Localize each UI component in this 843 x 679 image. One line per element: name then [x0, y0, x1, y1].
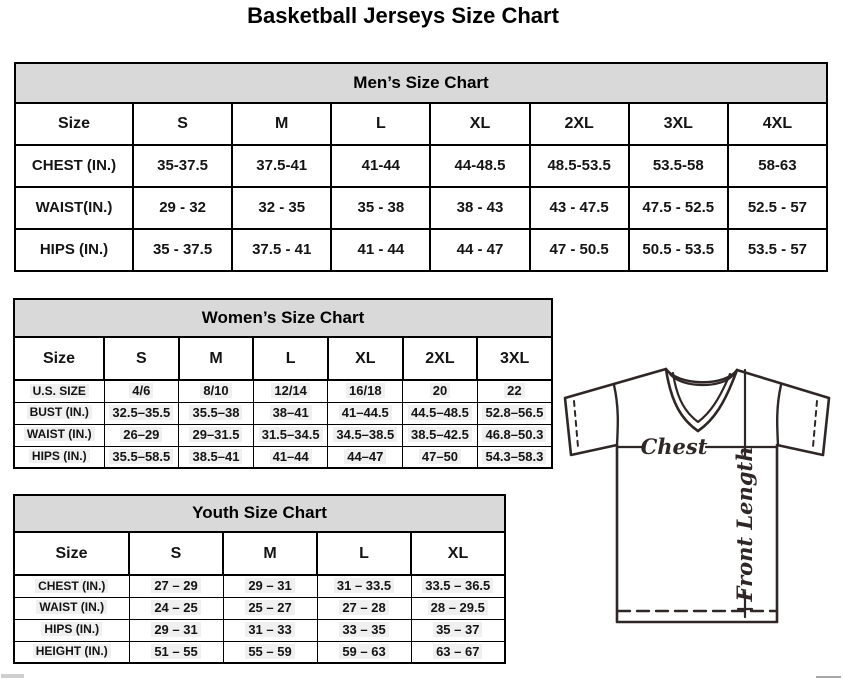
column-header-cell-text: S	[177, 115, 188, 133]
size-value-cell	[133, 229, 232, 271]
column-header-cell	[253, 337, 328, 380]
size-value-cell	[477, 446, 552, 468]
size-value-cell	[232, 145, 331, 187]
size-value-cell-text: 47–50	[419, 449, 461, 464]
left-sleeve-seam	[614, 385, 618, 445]
size-value-cell-text: 31 – 33.5	[334, 578, 394, 593]
table-title	[14, 299, 552, 337]
size-header-cell	[14, 337, 104, 380]
size-value-cell	[430, 229, 529, 271]
size-value-cell-text: 29 - 32	[159, 198, 206, 216]
size-value-cell	[179, 446, 254, 468]
column-header-cell	[629, 103, 728, 145]
row-label-cell	[15, 145, 133, 187]
size-value-cell	[129, 597, 223, 619]
column-header-cell-text: XL	[469, 115, 491, 133]
size-value-cell	[403, 446, 478, 468]
size-value-cell	[223, 597, 317, 619]
column-header-cell-text: 4XL	[762, 115, 793, 133]
size-value-cell	[403, 380, 478, 402]
column-header-cell	[530, 103, 629, 145]
size-value-cell	[430, 145, 529, 187]
size-value-cell-text: 32.5–35.5	[109, 405, 173, 420]
column-header-cell	[317, 532, 411, 575]
size-value-cell-text: 41 - 44	[357, 240, 405, 258]
size-value-cell-text: 29 – 31	[151, 622, 200, 637]
size-value-cell	[129, 619, 223, 641]
size-header-cell-text: Size	[42, 349, 75, 367]
column-header-cell	[223, 532, 317, 575]
row-label-cell-text: HIPS (IN.)	[29, 449, 90, 463]
size-value-cell-text: 55 – 59	[245, 644, 294, 659]
size-value-cell	[104, 424, 179, 446]
left-cuff-dashed-line	[574, 401, 578, 447]
table-row	[14, 424, 552, 446]
right-sleeve-seam	[777, 385, 781, 445]
size-value-cell-text: 34.5–38.5	[333, 427, 397, 442]
size-value-cell-text: 25 – 27	[245, 600, 294, 615]
row-label-cell-text: CHEST (IN.)	[31, 156, 117, 174]
column-header-cell	[430, 103, 529, 145]
youth-size-chart-table	[13, 494, 506, 664]
table-row	[15, 187, 827, 229]
size-value-cell-text: 52.5 - 57	[747, 198, 808, 216]
size-value-cell-text: 43 - 47.5	[549, 198, 609, 216]
size-value-cell	[629, 229, 728, 271]
front-length-label: Front Length	[732, 446, 757, 602]
size-value-cell	[328, 402, 403, 424]
size-value-cell	[411, 575, 505, 597]
size-value-cell-text: 31.5–34.5	[259, 427, 323, 442]
column-header-cell	[129, 532, 223, 575]
size-value-cell-text: 58-63	[758, 156, 797, 174]
size-value-cell	[477, 402, 552, 424]
size-value-cell	[253, 424, 328, 446]
size-value-cell-text: 46.8–50.3	[482, 427, 546, 442]
size-value-cell-text: 33.5 – 36.5	[422, 578, 493, 593]
page-title: Basketball Jerseys Size Chart	[247, 3, 559, 28]
column-header-cell	[403, 337, 478, 380]
column-header-cell	[728, 103, 827, 145]
size-value-cell	[530, 187, 629, 229]
size-value-cell-text: 35.5–58.5	[109, 449, 173, 464]
size-value-cell	[317, 619, 411, 641]
row-label-cell-text: WAIST (IN.)	[36, 600, 107, 614]
size-value-cell	[328, 446, 403, 468]
table-row	[14, 575, 505, 597]
column-header-cell	[232, 103, 331, 145]
size-value-cell	[104, 402, 179, 424]
size-value-cell-text: 44 - 47	[456, 240, 504, 258]
size-header-cell	[15, 103, 133, 145]
size-value-cell-text: 37.5-41	[256, 156, 308, 174]
size-value-cell	[133, 187, 232, 229]
row-label-cell-text: U.S. SIZE	[30, 384, 89, 398]
size-value-cell	[223, 619, 317, 641]
size-header-cell-text: Size	[57, 115, 90, 133]
size-value-cell	[629, 187, 728, 229]
table-title-text: Women’s Size Chart	[201, 307, 365, 327]
size-value-cell	[328, 424, 403, 446]
size-header-cell-text: Size	[55, 544, 88, 562]
table-row	[14, 446, 552, 468]
size-value-cell-text: 16/18	[346, 383, 385, 398]
size-value-cell	[232, 229, 331, 271]
size-value-cell-text: 48.5-53.5	[547, 156, 611, 174]
size-value-cell	[477, 424, 552, 446]
womens-size-chart-table	[13, 298, 553, 469]
row-label-cell-text: HIPS (IN.)	[39, 240, 109, 258]
jersey-measurement-diagram	[558, 360, 834, 626]
size-value-cell-text: 50.5 - 53.5	[642, 240, 715, 258]
table-title-row	[14, 299, 552, 337]
table-title-text: Men’s Size Chart	[353, 72, 489, 92]
size-value-cell-text: 26–29	[120, 427, 162, 442]
size-value-cell	[253, 402, 328, 424]
size-value-cell-text: 8/10	[200, 383, 231, 398]
table-row	[15, 145, 827, 187]
size-value-cell-text: 47 - 50.5	[549, 240, 609, 258]
column-header-cell-text: XL	[447, 544, 469, 562]
table-title-row	[14, 495, 505, 532]
size-value-cell-text: 44-48.5	[454, 156, 506, 174]
size-value-cell-text: 41–44	[270, 449, 312, 464]
size-value-cell	[411, 597, 505, 619]
size-value-cell	[629, 145, 728, 187]
column-header-cell-text: M	[209, 349, 223, 367]
column-header-cell-text: S	[170, 544, 182, 562]
column-header-row	[14, 337, 552, 380]
row-label-cell	[14, 619, 129, 641]
size-value-cell-text: 29 – 31	[245, 578, 294, 593]
size-value-cell	[317, 575, 411, 597]
row-label-cell-text: CHEST (IN.)	[35, 579, 108, 593]
table-row	[14, 597, 505, 619]
size-value-cell-text: 44.5–48.5	[408, 405, 472, 420]
size-value-cell	[411, 641, 505, 663]
table-title	[14, 495, 505, 532]
column-header-cell	[328, 337, 403, 380]
row-label-cell	[14, 641, 129, 663]
size-value-cell	[331, 145, 430, 187]
column-header-cell-text: 2XL	[425, 349, 455, 367]
size-value-cell-text: 54.3–58.3	[482, 449, 546, 464]
column-header-cell-text: S	[135, 349, 147, 367]
size-value-cell	[129, 641, 223, 663]
size-value-cell	[104, 380, 179, 402]
size-value-cell-text: 27 – 28	[339, 600, 388, 615]
size-value-cell	[253, 380, 328, 402]
size-value-cell-text: 41-44	[361, 156, 401, 174]
size-value-cell	[477, 380, 552, 402]
size-value-cell-text: 35.5–38	[189, 405, 242, 420]
size-value-cell	[728, 145, 827, 187]
table-title-row	[15, 63, 827, 103]
size-value-cell-text: 35 - 37.5	[152, 240, 213, 258]
column-header-cell-text: L	[359, 544, 369, 562]
row-label-cell-text: WAIST(IN.)	[35, 198, 113, 216]
column-header-cell	[411, 532, 505, 575]
column-header-cell-text: 2XL	[564, 115, 594, 133]
size-value-cell-text: 24 – 25	[151, 600, 200, 615]
size-value-cell-text: 47.5 - 52.5	[642, 198, 715, 216]
size-value-cell-text: 35-37.5	[157, 156, 208, 174]
size-value-cell-text: 31 – 33	[245, 622, 294, 637]
size-value-cell	[317, 641, 411, 663]
size-value-cell	[223, 575, 317, 597]
table-title	[15, 63, 827, 103]
size-value-cell-text: 37.5 - 41	[252, 240, 312, 258]
size-value-cell	[232, 187, 331, 229]
chest-label: Chest	[640, 434, 708, 459]
row-label-cell	[15, 229, 133, 271]
cropped-scrollbar-fragment-left	[1, 674, 24, 678]
size-value-cell-text: 38.5–42.5	[408, 427, 472, 442]
size-value-cell-text: 35 - 38	[357, 198, 405, 216]
size-value-cell	[104, 446, 179, 468]
table-title-text: Youth Size Chart	[192, 503, 327, 523]
size-value-cell	[331, 187, 430, 229]
size-value-cell-text: 59 – 63	[339, 644, 388, 659]
size-value-cell-text: 27 – 29	[151, 578, 200, 593]
column-header-cell	[477, 337, 552, 380]
size-value-cell	[331, 229, 430, 271]
size-value-cell-text: 4/6	[129, 383, 153, 398]
size-value-cell	[129, 575, 223, 597]
cropped-scrollbar-fragment-right	[816, 676, 841, 678]
size-value-cell-text: 63 – 67	[433, 644, 482, 659]
column-header-cell-text: M	[263, 544, 277, 562]
size-value-cell-text: 38.5–41	[189, 449, 242, 464]
size-value-cell-text: 41–44.5	[339, 405, 392, 420]
size-value-cell-text: 51 – 55	[151, 644, 200, 659]
column-header-cell-text: XL	[355, 349, 376, 367]
table-row	[14, 402, 552, 424]
size-value-cell-text: 53.5 - 57	[747, 240, 808, 258]
size-value-cell-text: 12/14	[271, 383, 310, 398]
size-value-cell	[133, 145, 232, 187]
size-value-cell-text: 20	[430, 383, 450, 398]
row-label-cell-text: BUST (IN.)	[27, 405, 92, 419]
row-label-cell-text: WAIST (IN.)	[24, 427, 95, 441]
column-header-cell	[133, 103, 232, 145]
column-header-cell-text: L	[285, 349, 296, 367]
size-value-cell-text: 38–41	[270, 405, 312, 420]
size-value-cell	[530, 145, 629, 187]
size-value-cell-text: 53.5-58	[652, 156, 704, 174]
size-value-cell-text: 38 - 43	[456, 198, 504, 216]
size-value-cell-text: 52.8–56.5	[482, 405, 546, 420]
size-value-cell	[530, 229, 629, 271]
row-label-cell	[14, 597, 129, 619]
table-row	[15, 229, 827, 271]
size-value-cell	[179, 380, 254, 402]
size-value-cell	[328, 380, 403, 402]
row-label-cell	[14, 402, 104, 424]
column-header-cell	[104, 337, 179, 380]
size-value-cell-text: 29–31.5	[189, 427, 242, 442]
size-value-cell	[430, 187, 529, 229]
row-label-cell	[14, 380, 104, 402]
size-value-cell	[728, 187, 827, 229]
size-value-cell	[403, 402, 478, 424]
row-label-cell	[14, 575, 129, 597]
column-header-cell-text: L	[375, 115, 386, 133]
size-value-cell-text: 28 – 29.5	[428, 600, 488, 615]
column-header-cell	[331, 103, 430, 145]
size-value-cell	[179, 402, 254, 424]
size-value-cell-text: 35 – 37	[433, 622, 482, 637]
size-value-cell	[253, 446, 328, 468]
size-value-cell-text: 32 - 35	[258, 198, 306, 216]
mens-size-chart-table	[14, 62, 828, 272]
column-header-cell-text: M	[275, 115, 289, 133]
right-cuff-dashed-line	[813, 401, 817, 447]
jersey-outline-shape	[565, 369, 829, 622]
size-value-cell-text: 44–47	[344, 449, 386, 464]
size-header-cell	[14, 532, 129, 575]
size-value-cell	[223, 641, 317, 663]
size-value-cell	[403, 424, 478, 446]
row-label-cell	[14, 446, 104, 468]
table-row	[14, 641, 505, 663]
row-label-cell-text: HIPS (IN.)	[41, 622, 102, 636]
size-value-cell	[317, 597, 411, 619]
row-label-cell-text: HEIGHT (IN.)	[33, 644, 111, 658]
row-label-cell	[14, 424, 104, 446]
size-value-cell	[411, 619, 505, 641]
column-header-cell-text: 3XL	[499, 349, 530, 367]
column-header-cell	[179, 337, 254, 380]
table-row	[14, 619, 505, 641]
column-header-row	[15, 103, 827, 145]
row-label-cell	[15, 187, 133, 229]
column-header-cell-text: 3XL	[663, 115, 693, 133]
size-value-cell-text: 33 – 35	[339, 622, 388, 637]
size-value-cell	[179, 424, 254, 446]
column-header-row	[14, 532, 505, 575]
table-row	[14, 380, 552, 402]
size-value-cell-text: 22	[504, 383, 524, 398]
size-value-cell	[728, 229, 827, 271]
